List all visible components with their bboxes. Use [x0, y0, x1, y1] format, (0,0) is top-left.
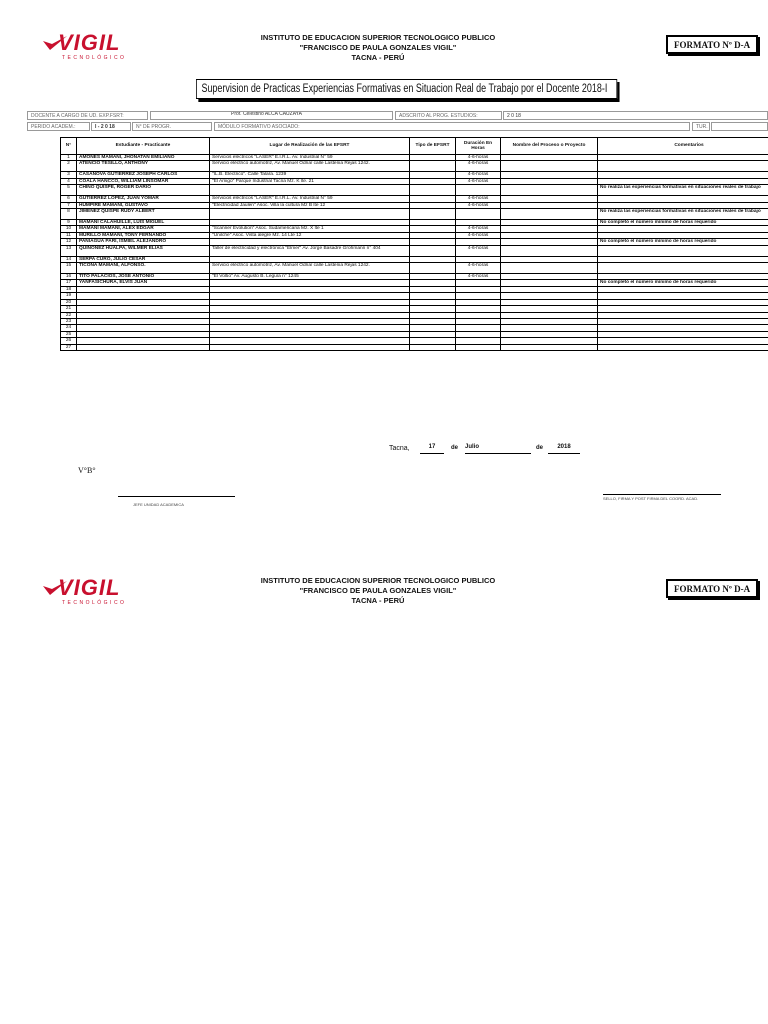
- student-name-cell: ATENCIO TESILLO, ANTHONY: [77, 161, 210, 172]
- signature-line-left: [118, 496, 235, 497]
- periodo-label: PERIDO ACADEM.:: [27, 122, 90, 131]
- student-name-cell: JIMENEZ QUISPE RUDY ALBERT: [77, 209, 210, 220]
- docente-label: DOCENTE A CARGO DE UD. EXP.FSRT:: [27, 111, 148, 120]
- col-header-student: Estudiante - Practicante: [77, 138, 210, 155]
- practice-place-cell: "El Amigo" Parque Industrial Tacna Mz. K lte. 21: [210, 178, 410, 184]
- logo-wordmark: VIGIL: [58, 575, 121, 600]
- header-line-2: "FRANCISCO DE PAULA GONZALES VIGIL": [299, 586, 457, 595]
- logo-subtitle: TECNOLÓGICO: [62, 600, 127, 606]
- efsrt-type-cell: [410, 209, 456, 220]
- table-row: [61, 185, 768, 196]
- duration-hours-cell: 4-6-horas: [456, 202, 501, 208]
- practice-place-cell: [210, 185, 410, 196]
- practice-place-cell: [210, 209, 410, 220]
- institute-header-page2: [228, 576, 528, 606]
- document-title: Supervision de Practicas Experiencias Formativas en Situacion Real de Trabajo por el Docente 2018-I: [196, 79, 617, 99]
- student-name-cell: MAMANI CALAHUILLE, LUIS MIGUEL: [77, 220, 210, 226]
- student-name-cell: GUTIERREZ LOPEZ, JUAN YOMAR: [77, 196, 210, 202]
- efsrt-type-cell: [410, 161, 456, 172]
- table-row: [61, 245, 768, 256]
- table-row: [61, 209, 768, 220]
- formato-badge: FORMATO Nº D-A: [666, 35, 758, 54]
- student-name-cell: CHINO QUISPE, ROGER DARIO: [77, 185, 210, 196]
- header-line-3: TACNA - PERÚ: [351, 596, 405, 605]
- student-name-cell: PANIAGUA PARI, ISMIEL ALEJANDRO: [77, 239, 210, 245]
- student-name-cell: SERPA CURO, JULIO CESAR: [77, 256, 210, 262]
- practice-place-cell: "Unilche" Asoc. Vista alegre Mz. 14 Lte 12: [210, 232, 410, 238]
- date-city: Tacna,: [389, 445, 410, 452]
- institute-logo: [40, 30, 127, 63]
- duration-hours-cell: 4-6-horas: [456, 161, 501, 172]
- col-header-project: Nombre del Proceso o Proyecto: [501, 138, 598, 155]
- duration-hours-cell: 4-6-horas: [456, 196, 501, 202]
- practice-place-cell: Servicios eléctricos "LASER" E.I.R.L. Av. Industrial N° 59: [210, 196, 410, 202]
- date-de-1: de: [451, 445, 459, 451]
- table-row: [61, 263, 768, 274]
- row-number-cell: 9: [61, 220, 77, 226]
- row-number-cell: 12: [61, 239, 77, 245]
- comment-cell: No realiza las experiencias formativas en situaciones reales de trabajo: [598, 185, 768, 196]
- duration-hours-cell: 4-6-horas: [456, 232, 501, 238]
- row-number-cell: 25: [61, 331, 77, 337]
- practice-place-cell: Servicio eléctrico automotriz, Av. Manuel Odria/ calle Lastenia Rejas 1242.: [210, 161, 410, 172]
- col-header-place: Lugar de Realización de las EFSRT: [210, 138, 410, 155]
- header-line-1: INSTITUTO DE EDUCACION SUPERIOR TECNOLOGICO PUBLICO: [260, 33, 496, 42]
- col-header-type: Tipo de EFSRT: [410, 138, 456, 155]
- duration-hours-cell: 4-6-horas: [456, 245, 501, 256]
- student-name-cell: TICONA MAMANI, ALFONSO.: [77, 263, 210, 274]
- student-name-cell: MURILLO MAMANI, TONY FERNANDO: [77, 232, 210, 238]
- row-number-cell: 3: [61, 172, 77, 178]
- duration-hours-cell: [456, 344, 501, 350]
- project-name-cell: [501, 161, 598, 172]
- date-day: 17: [420, 444, 444, 454]
- tur-label: TUR.: [692, 122, 710, 131]
- efsrt-type-cell: [410, 344, 456, 350]
- adscrito-value: 2 0 18: [503, 111, 768, 120]
- project-name-cell: [501, 263, 598, 274]
- row-number-cell: 17: [61, 280, 77, 286]
- project-name-cell: [501, 185, 598, 196]
- docente-value: Prof. Celestino ALCA CAUZAYA: [228, 110, 393, 119]
- vb-mark: V°B°: [78, 466, 96, 475]
- row-number-cell: 27: [61, 344, 77, 350]
- row-number-cell: 24: [61, 325, 77, 331]
- row-number-cell: 16: [61, 274, 77, 280]
- efsrt-type-cell: [410, 263, 456, 274]
- modulo-label: MÓDULO FORMATIVO ASOCIADO:: [214, 122, 690, 131]
- comment-cell: [598, 245, 768, 256]
- practice-place-cell: Taller de electricidad y electrónica "Elmer" Av. Jorge Basadre Grohmann n° 404: [210, 245, 410, 256]
- adscrito-label: ADSCRITO AL PROG. ESTUDIOS:: [395, 111, 502, 120]
- practice-place-cell: "El Voltio" Av. Augusto B. Leguía n° 1245: [210, 274, 410, 280]
- row-number-cell: 1: [61, 155, 77, 161]
- progr-label: N° DE PROGR.: [132, 122, 212, 131]
- row-number-cell: 5: [61, 185, 77, 196]
- signature-label-right: SELLO, FIRMA Y POST FIRMA DEL COORD. ACAD.: [603, 496, 699, 501]
- student-name-cell: COALA HANCCO, WILLIAM LINSOMAR: [77, 178, 210, 184]
- student-name-cell: YANFASICHURA, ELVIS JUAN: [77, 280, 210, 286]
- row-number-cell: 8: [61, 209, 77, 220]
- student-name-cell: AMONES MAMANI, JHONATAN EMILIANO: [77, 155, 210, 161]
- student-name-cell: CASANOVA GUTIERREZ JOSEPH CARLOS: [77, 172, 210, 178]
- table-header-row: [61, 138, 768, 155]
- row-number-cell: 14: [61, 256, 77, 262]
- table-row: [61, 344, 768, 350]
- practice-place-cell: Servicios eléctricos "LASER" E.I.R.L. Av. Industrial N° 59: [210, 155, 410, 161]
- student-name-cell: [77, 344, 210, 350]
- row-number-cell: 6: [61, 196, 77, 202]
- date-year: 2018: [548, 444, 580, 454]
- row-number-cell: 21: [61, 306, 77, 312]
- practice-place-cell: "Scanner Evolution" Asoc. Sudamericana Mz. X lte 1: [210, 226, 410, 232]
- row-number-cell: 7: [61, 202, 77, 208]
- practice-place-cell: "IL.B. Electrico". Calle Talara. 1239: [210, 172, 410, 178]
- duration-hours-cell: 4-6-horas: [456, 263, 501, 274]
- row-number-cell: 15: [61, 263, 77, 274]
- row-number-cell: 20: [61, 299, 77, 305]
- info-row1-filler: [150, 111, 393, 120]
- duration-hours-cell: 4-6-horas: [456, 155, 501, 161]
- header-line-3: TACNA - PERÚ: [351, 53, 405, 62]
- project-name-cell: [501, 209, 598, 220]
- col-header-number: N°: [61, 138, 77, 155]
- comment-cell: No completó el número mínimo de horas requerido: [598, 239, 768, 245]
- students-table: [60, 137, 768, 351]
- comment-cell: No completó el número mínimo de horas requerido: [598, 220, 768, 226]
- row-number-cell: 11: [61, 232, 77, 238]
- row-number-cell: 4: [61, 178, 77, 184]
- project-name-cell: [501, 344, 598, 350]
- practice-place-cell: [210, 344, 410, 350]
- header-line-2: "FRANCISCO DE PAULA GONZALES VIGIL": [299, 43, 457, 52]
- formato-badge-page2: FORMATO Nº D-A: [666, 579, 758, 598]
- date-month: Julio: [465, 444, 531, 454]
- comment-cell: [598, 263, 768, 274]
- logo-wordmark: VIGIL: [58, 30, 121, 55]
- table-row: [61, 161, 768, 172]
- row-number-cell: 26: [61, 338, 77, 344]
- comment-cell: [598, 344, 768, 350]
- institute-header: [228, 33, 528, 63]
- duration-hours-cell: [456, 185, 501, 196]
- row-number-cell: 22: [61, 312, 77, 318]
- col-header-comments: Comentarios: [598, 138, 768, 155]
- duration-hours-cell: [456, 209, 501, 220]
- signature-line-right: [603, 494, 721, 495]
- tur-value-box: [711, 122, 768, 131]
- logo-subtitle: TECNOLÓGICO: [62, 55, 127, 61]
- duration-hours-cell: 4-6-horas: [456, 172, 501, 178]
- student-name-cell: MAMANI MAMANI, ALEX EDGAR: [77, 226, 210, 232]
- row-number-cell: 19: [61, 293, 77, 299]
- efsrt-type-cell: [410, 245, 456, 256]
- signature-label-left: JEFE UNIDAD ACADEMICA: [133, 502, 184, 507]
- duration-hours-cell: 4-6-horas: [456, 178, 501, 184]
- institute-logo-page2: [40, 575, 127, 608]
- row-number-cell: 10: [61, 226, 77, 232]
- practice-place-cell: "Electricidad Jaulen" Asoc. Villa la cultura Mz B lte 12: [210, 202, 410, 208]
- comment-cell: No completó el número mínimo de horas requerido: [598, 280, 768, 286]
- student-name-cell: QUIÑONEZ HUALPA, WILMER ELIAS: [77, 245, 210, 256]
- student-name-cell: TITO PALACIOS, JOSE ANTONIO: [77, 274, 210, 280]
- student-name-cell: HUMPIRE MAMANI, GUSTAVO: [77, 202, 210, 208]
- row-number-cell: 2: [61, 161, 77, 172]
- duration-hours-cell: 4-6-horas: [456, 274, 501, 280]
- date-de-2: de: [536, 445, 544, 451]
- duration-hours-cell: 4-6-horas: [456, 226, 501, 232]
- comment-cell: No realiza las experiencias formativas en situaciones reales de trabajo: [598, 209, 768, 220]
- practice-place-cell: Servicio eléctrico automotriz, Av. Manuel Odria/ calle Lastenia Rejas 1242.: [210, 263, 410, 274]
- project-name-cell: [501, 245, 598, 256]
- row-number-cell: 13: [61, 245, 77, 256]
- efsrt-type-cell: [410, 185, 456, 196]
- comment-cell: [598, 161, 768, 172]
- row-number-cell: 18: [61, 286, 77, 292]
- row-number-cell: 23: [61, 318, 77, 324]
- col-header-duration: Duración En Horas: [456, 138, 501, 155]
- header-line-1: INSTITUTO DE EDUCACION SUPERIOR TECNOLOGICO PUBLICO: [260, 576, 496, 585]
- periodo-value: I - 2 0 18: [91, 122, 131, 131]
